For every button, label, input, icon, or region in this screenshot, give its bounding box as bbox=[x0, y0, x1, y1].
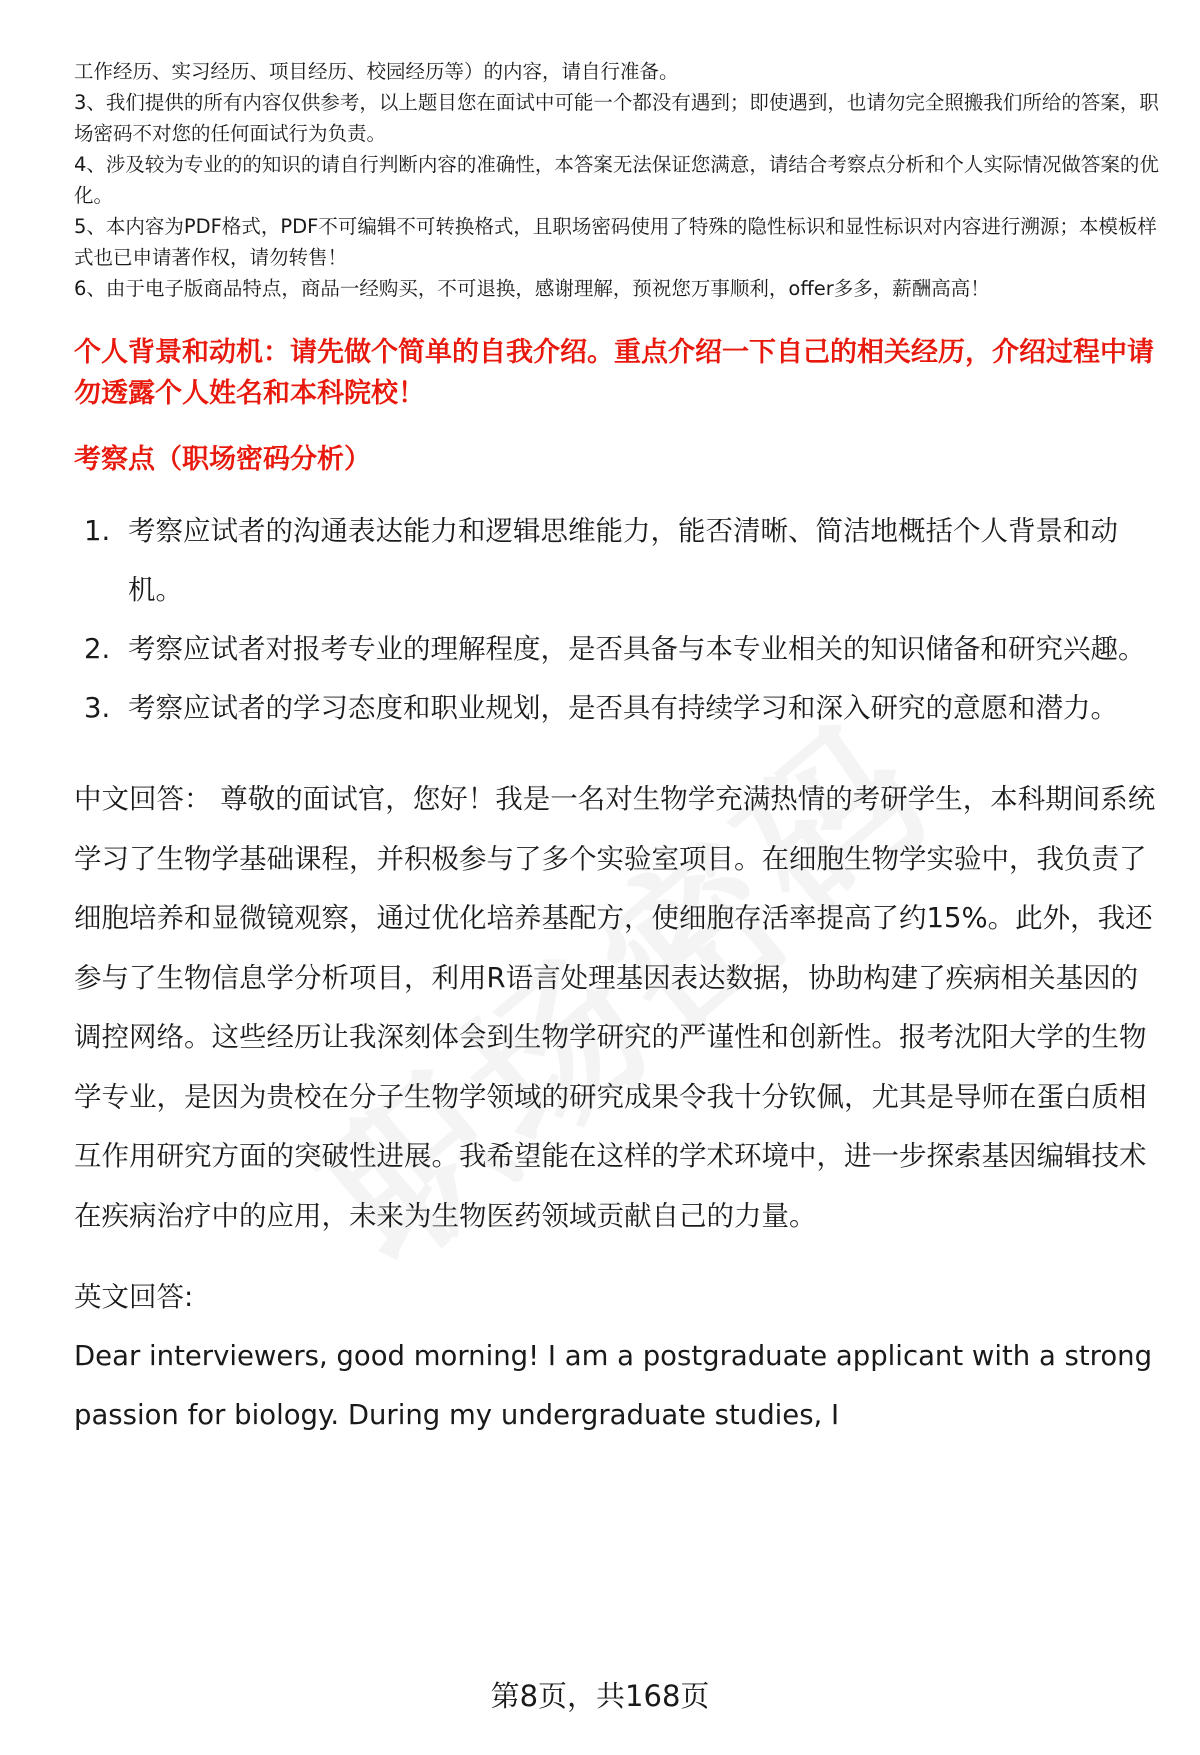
note-line: 工作经历、实习经历、项目经历、校园经历等）的内容，请自行准备。 bbox=[74, 60, 679, 83]
page-footer: 第8页，共168页 bbox=[490, 1679, 710, 1713]
analysis-heading: 考察点（职场密码分析） bbox=[74, 444, 371, 475]
interview-question: 个人背景和动机：请先做个简单的自我介绍。重点介绍一下自己的相关经历，介绍过程中请勿透露个人姓名和本科院校！ bbox=[74, 337, 1154, 409]
note-line: 4、涉及较为专业的的知识的请自行判断内容的准确性，本答案无法保证您满意，请结合考察点分析和个人实际情况做答案的优化。 bbox=[74, 153, 1159, 207]
point-number: 1. bbox=[84, 515, 111, 547]
page-content bbox=[74, 56, 1164, 1445]
analysis-point bbox=[74, 679, 1164, 738]
note-line: 5、本内容为PDF格式，PDF不可编辑不可转换格式，且职场密码使用了特殊的隐性标识和显性标识对内容进行溯源；本模板样式也已申请著作权，请勿转售！ bbox=[74, 215, 1157, 269]
note-line: 6、由于电子版商品特点，商品一经购买，不可退换，感谢理解，预祝您万事顺利，offer多多，薪酬高高！ bbox=[74, 277, 990, 300]
point-number: 3. bbox=[84, 692, 111, 724]
analysis-point bbox=[74, 502, 1164, 620]
point-text: 考察应试者的沟通表达能力和逻辑思维能力，能否清晰、简洁地概括个人背景和动机。 bbox=[128, 515, 1118, 606]
point-text: 考察应试者对报考专业的理解程度，是否具备与本专业相关的知识储备和研究兴趣。 bbox=[128, 633, 1146, 665]
point-number: 2. bbox=[84, 633, 111, 665]
point-text: 考察应试者的学习态度和职业规划，是否具有持续学习和深入研究的意愿和潜力。 bbox=[128, 692, 1118, 724]
analysis-points bbox=[74, 502, 1164, 738]
chinese-answer: 中文回答： 尊敬的面试官，您好！我是一名对生物学充满热情的考研学生，本科期间系统学习了生物学基础课程，并积极参与了多个实验室项目。在细胞生物学实验中，我负责了细胞培养和显微镜观察，通过优化培养基配方，使细胞存活率提高了约15%。此外，我还参与了生物信息学分析项目，利用R语言处理基因表达数据，协助构建了疾病相关基因的调控网络。这些经历让我深刻体会到生物学研究的严谨性和创新性。报考沈阳大学的生物学专业，是因为贵校在分子生物学领域的研究成果令我十分钦佩，尤其是导师在蛋白质相互作用研究方面的突破性进展。我希望能在这样的学术环境中，进一步探索基因编辑技术在疾病治疗中的应用，未来为生物医药领域贡献自己的力量。 bbox=[74, 783, 1156, 1232]
disclaimer-notes bbox=[74, 56, 1164, 304]
note-line: 3、我们提供的所有内容仅供参考，以上题目您在面试中可能一个都没有遇到；即使遇到，也请勿完全照搬我们所给的答案，职场密码不对您的任何面试行为负责。 bbox=[74, 91, 1159, 145]
english-answer: Dear interviewers, good morning! I am a postgraduate applicant with a strong passion for biology. During my undergraduate studies, I bbox=[74, 1340, 1153, 1431]
analysis-point bbox=[74, 620, 1164, 679]
english-answer-label: 英文回答: bbox=[74, 1281, 194, 1313]
